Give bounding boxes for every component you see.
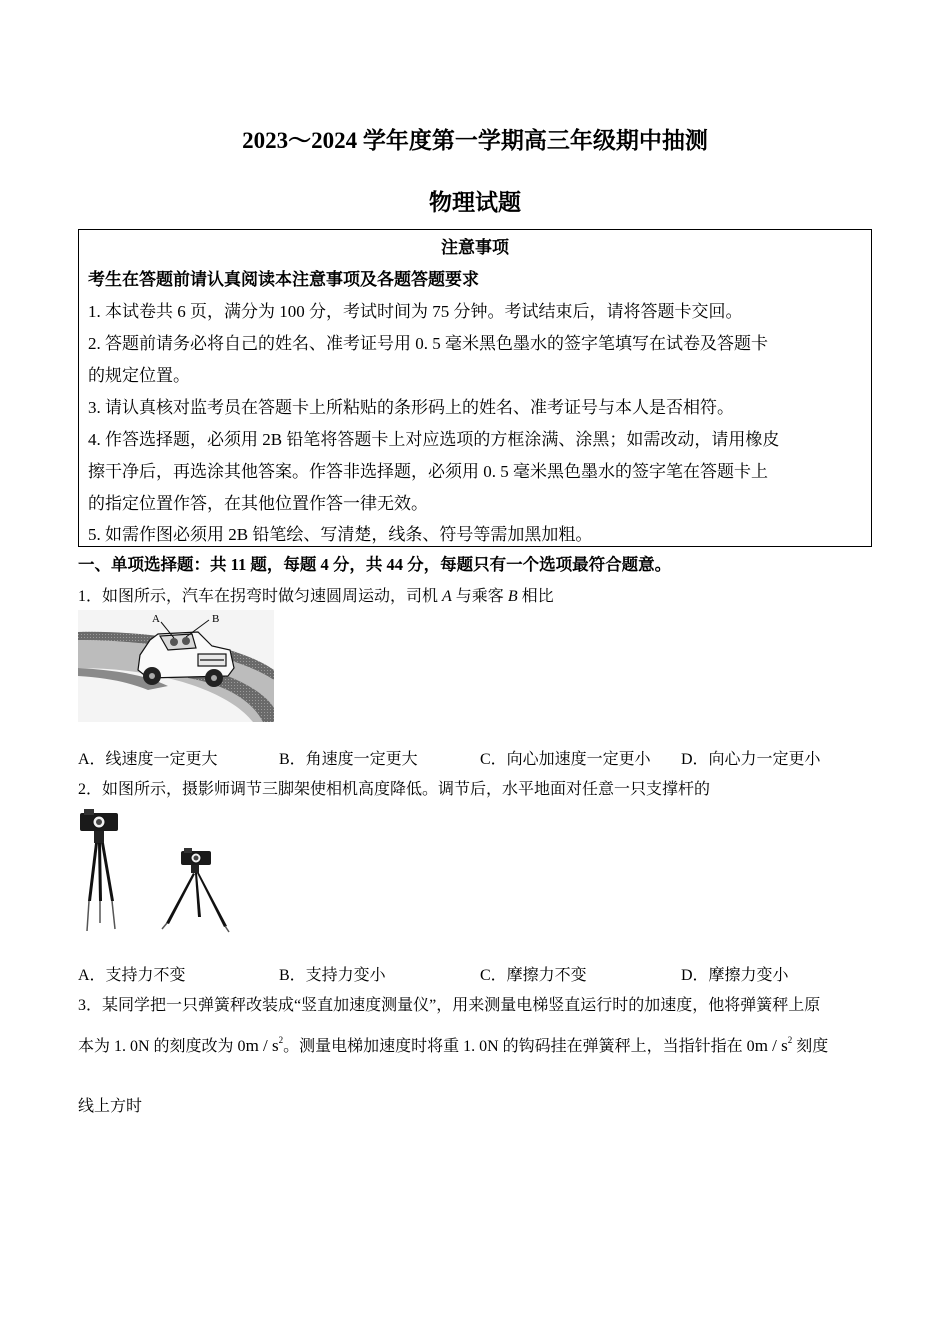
exam-subtitle: 物理试题	[429, 190, 521, 215]
q1-option-c: C．向心加速度一定更小	[480, 751, 651, 768]
notice-lead: 考生在答题前请认真阅读本注意事项及各题答题要求	[88, 270, 479, 289]
q2-stem: 2．如图所示，摄影师调节三脚架使相机高度降低。调节后，水平地面对任意一只支撑杆的	[78, 781, 711, 798]
notice-box	[78, 229, 872, 547]
q1-passenger-label: B	[507, 588, 518, 605]
q3-text: 刻度	[792, 1038, 829, 1055]
q3-unit: m / s	[245, 1036, 279, 1055]
q3-text: 本为 1. 0N 的刻度改为 0	[78, 1038, 246, 1055]
notice-line: 的规定位置。	[88, 366, 190, 385]
notice-line: 4. 作答选择题，必须用 2B 铅笔将答题卡上对应选项的方框涂满、涂黑；如需改动，请用橡皮	[88, 430, 780, 449]
q2-tripod-figure	[78, 805, 234, 935]
q1-option-d: D．向心力一定更小	[681, 751, 821, 768]
notice-line: 3. 请认真核对监考员在答题卡上所粘贴的条形码上的姓名、准考证号与本人是否相符。	[88, 398, 734, 417]
q3-text: 。测量电梯加速度时将重 1. 0N 的钩码挂在弹簧秤上，当指针指在 0	[283, 1038, 755, 1055]
q3-line2	[78, 1033, 828, 1056]
q1-option-a: A．线速度一定更大	[78, 751, 218, 768]
notice-line: 1. 本试卷共 6 页，满分为 100 分，考试时间为 75 分钟。考试结束后，请将答题卡交回。	[88, 302, 743, 321]
q1-stem-part: 与乘客	[451, 588, 508, 605]
q1-stem-part: 1．如图所示，汽车在拐弯时做匀速圆周运动，司机	[78, 588, 443, 605]
q3-unit: m / s	[754, 1036, 788, 1055]
q2-option-d: D．摩擦力变小	[681, 967, 789, 984]
notice-line: 擦干净后，再选涂其他答案。作答非选择题，必须用 0. 5 毫米黑色墨水的签字笔在答题卡上	[88, 462, 768, 481]
notice-line: 的指定位置作答，在其他位置作答一律无效。	[88, 494, 428, 513]
q3-line3: 线上方时	[78, 1098, 143, 1115]
exam-title: 2023～2024 学年度第一学期高三年级期中抽测	[242, 128, 708, 153]
q1-stem-part: 相比	[517, 588, 554, 605]
tripod-illustration	[78, 805, 234, 935]
q1-option-b: B．角速度一定更大	[279, 751, 418, 768]
q2-option-a: A．支持力不变	[78, 967, 186, 984]
q1-car-figure	[78, 610, 274, 722]
notice-line: 2. 答题前请务必将自己的姓名、准考证号用 0. 5 毫米黑色墨水的签字笔填写在试卷及答题卡	[88, 334, 768, 353]
q2-option-c: C．摩擦力不变	[480, 967, 587, 984]
notice-line: 5. 如需作图必须用 2B 铅笔绘、写清楚，线条、符号等需加黑加粗。	[88, 525, 593, 544]
q1-driver-label: A	[442, 588, 452, 605]
q2-option-b: B．支持力变小	[279, 967, 386, 984]
notice-heading: 注意事项	[441, 238, 509, 257]
fig-label-b: B	[212, 613, 220, 625]
q3-unit-exponent: 2	[278, 1035, 284, 1045]
car-turning-illustration	[78, 610, 274, 722]
q3-line1: 3．某同学把一只弹簧秤改装成“竖直加速度测量仪”，用来测量电梯竖直运行时的加速度，他将弹簧秤上原	[78, 997, 821, 1014]
fig-label-a: A	[152, 613, 160, 625]
q3-unit-exponent: 2	[787, 1035, 793, 1045]
section-heading: 一、单项选择题：共 11 题，每题 4 分，共 44 分，每题只有一个选项最符合题意。	[78, 555, 672, 574]
q1-stem	[78, 583, 554, 606]
